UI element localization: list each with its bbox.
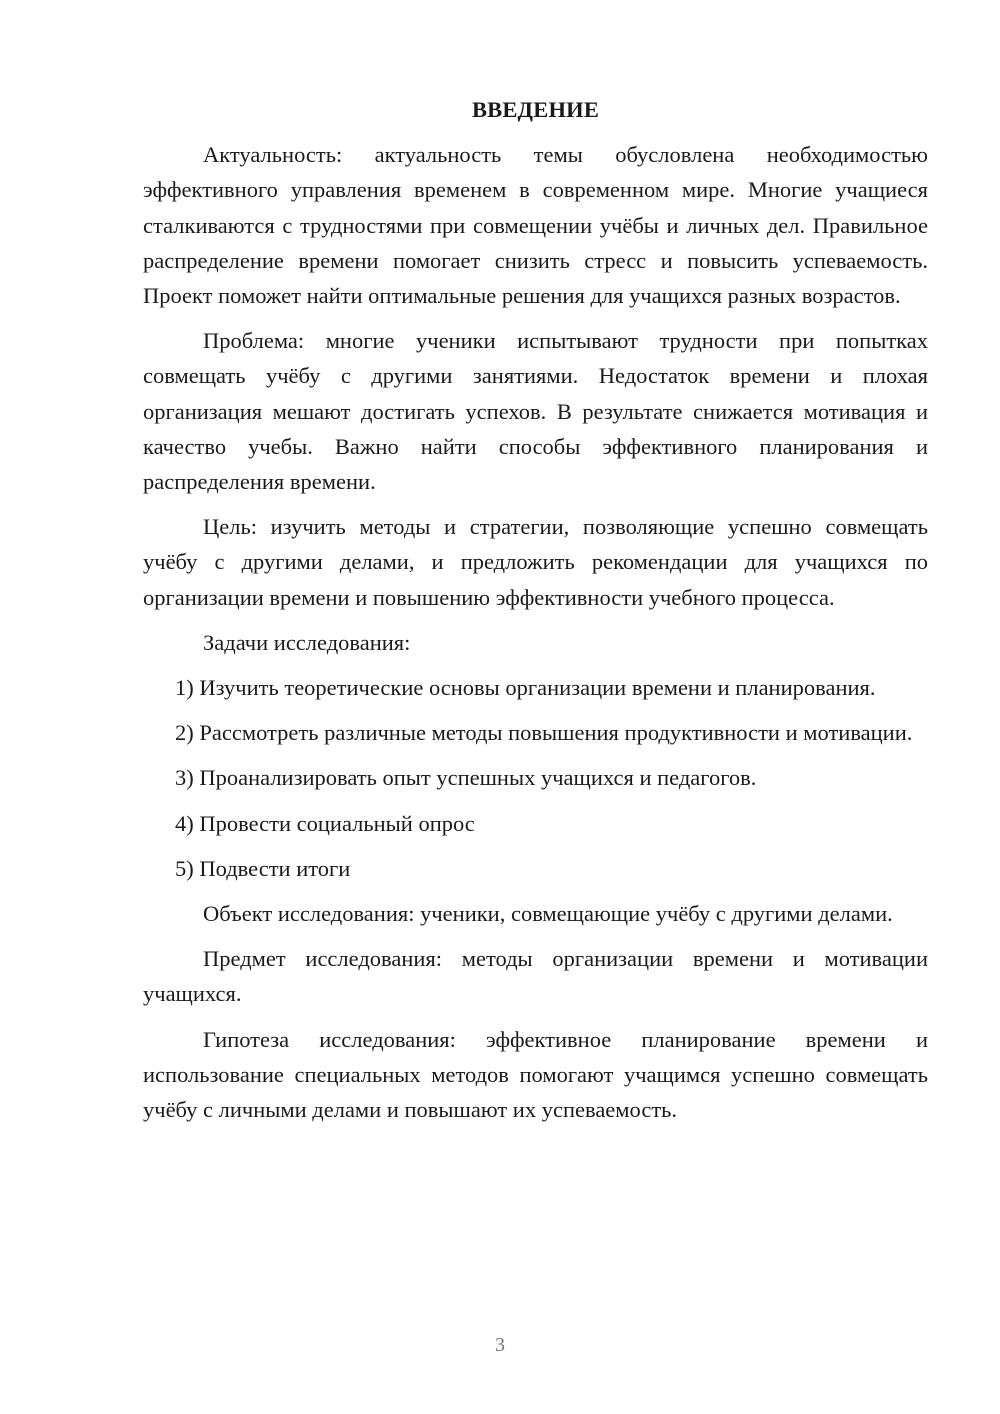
paragraph-problem: Проблема: многие ученики испытывают трудности при попытках совмещать учёбу с другими занятиями. Недостаток времени и плохая организация мешают достигать успехов. В результате снижается мотивация и качество учебы. Важно найти способы эффективного планирования и распределения времени. — [143, 328, 928, 495]
task-item-3: 3) Проанализировать опыт успешных учащихся и педагогов. — [175, 765, 757, 791]
task-item-5: 5) Подвести итоги — [175, 855, 351, 881]
task-item-2: 2) Рассмотреть различные методы повышения продуктивности и мотивации. — [175, 720, 913, 746]
paragraph-object: Объект исследования: ученики, совмещающие учёбу с другими делами. — [203, 901, 893, 927]
task-item-1: 1) Изучить теоретические основы организации времени и планирования. — [175, 675, 876, 701]
tasks-heading: Задачи исследования: — [203, 629, 411, 655]
task-item-4: 4) Провести социальный опрос — [175, 810, 475, 836]
document-page — [143, 92, 928, 1137]
paragraph-goal: Цель: изучить методы и стратегии, позволяющие успешно совмещать учёбу с другими делами, и предложить рекомендации для учащихся по организации времени и повышению эффективности учебного процесса. — [143, 514, 928, 610]
paragraph-subject: Предмет исследования: методы организации времени и мотивации учащихся. — [143, 946, 928, 1007]
paragraph-relevance: Актуальность: актуальность темы обусловлена необходимостью эффективного управления временем в современном мире. Многие учащиеся сталкиваются с трудностями при совмещении учёбы и личных дел. Правильное распределение времени помогает снизить стресс и повысить успеваемость. Проект поможет найти оптимальные решения для учащихся разных возрастов. — [143, 142, 928, 309]
paragraph-hypothesis: Гипотеза исследования: эффективное планирование времени и использование специальных методов помогают учащимся успешно совмещать учёбу с личными делами и повышают их успеваемость. — [143, 1026, 928, 1123]
section-title: ВВЕДЕНИЕ — [471, 97, 600, 122]
page-number: 3 — [495, 1334, 505, 1356]
